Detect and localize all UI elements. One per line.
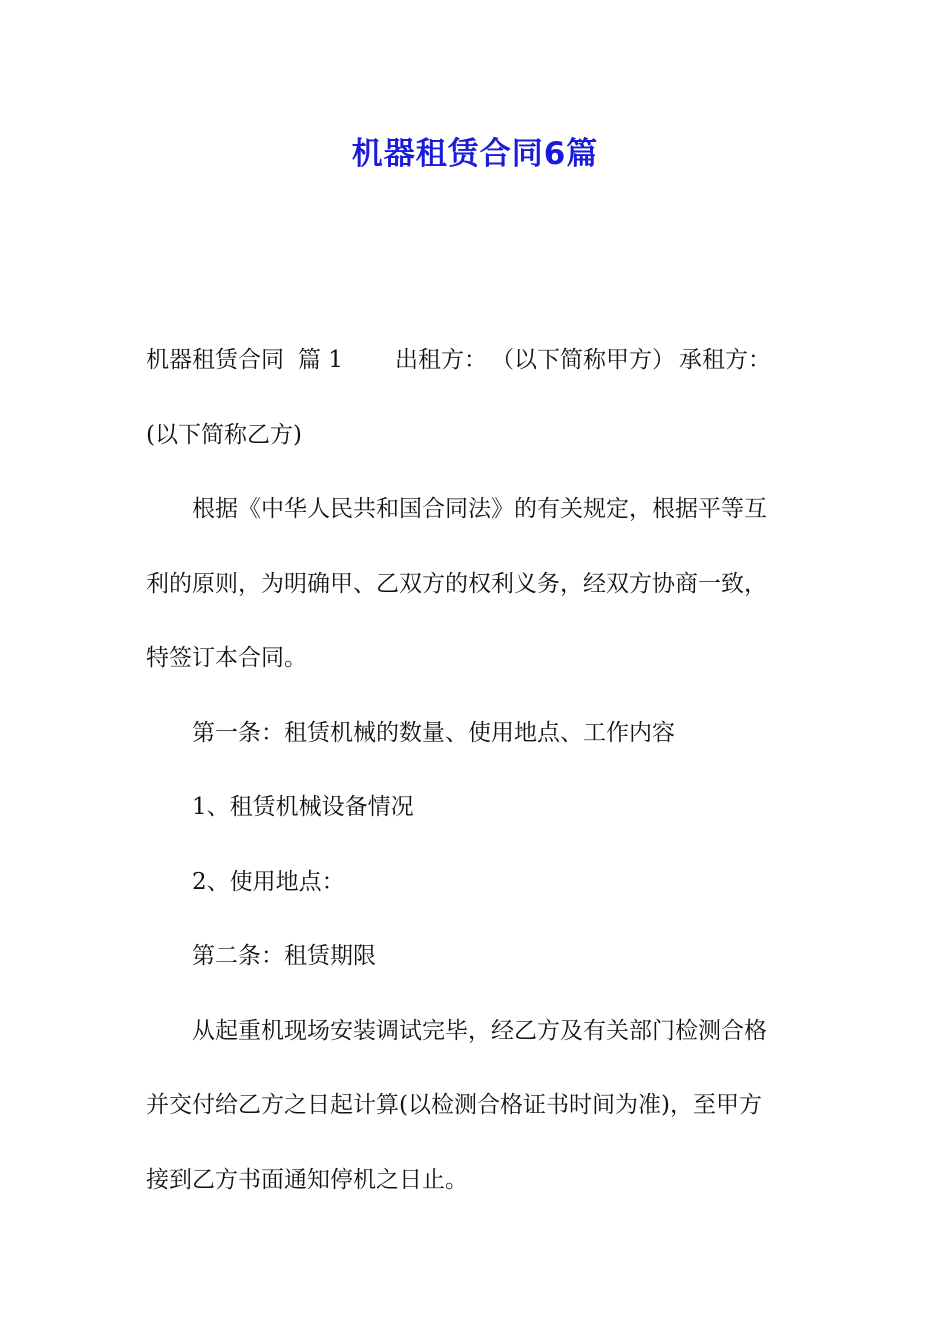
list-item: 1、租赁机械设备情况 xyxy=(192,794,414,820)
lessor-label: 出租方： xyxy=(394,347,487,373)
contract-number-label: 篇 1 xyxy=(298,347,343,373)
paragraph-line: 从起重机现场安装调试完毕，经乙方及有关部门检测合格 xyxy=(192,1018,767,1044)
paragraph-line: 特签订本合同。 xyxy=(146,645,307,671)
paragraph-line: (以下简称乙方) xyxy=(146,422,302,448)
paragraph-line: 接到乙方书面通知停机之日止。 xyxy=(146,1167,468,1193)
paragraph-line: 利的原则，为明确甲、乙双方的权利义务，经双方协商一致， xyxy=(146,571,767,597)
paragraph-line: 根据《中华人民共和国合同法》的有关规定，根据平等互 xyxy=(192,496,767,522)
paragraph-line: 并交付给乙方之日起计算(以检测合格证书时间为准)，至甲方 xyxy=(146,1092,762,1118)
list-item: 2、使用地点： xyxy=(192,869,345,895)
lessor-alias: （以下简称甲方） xyxy=(490,347,675,373)
document-title: 机器租赁合同6篇 xyxy=(351,136,599,172)
lessee-label: 承租方： xyxy=(678,347,771,373)
contract-heading-label: 机器租赁合同 xyxy=(146,347,284,373)
article-heading: 第一条：租赁机械的数量、使用地点、工作内容 xyxy=(192,720,675,746)
paragraph-line-parties xyxy=(146,345,771,375)
article-heading: 第二条：租赁期限 xyxy=(192,943,376,969)
